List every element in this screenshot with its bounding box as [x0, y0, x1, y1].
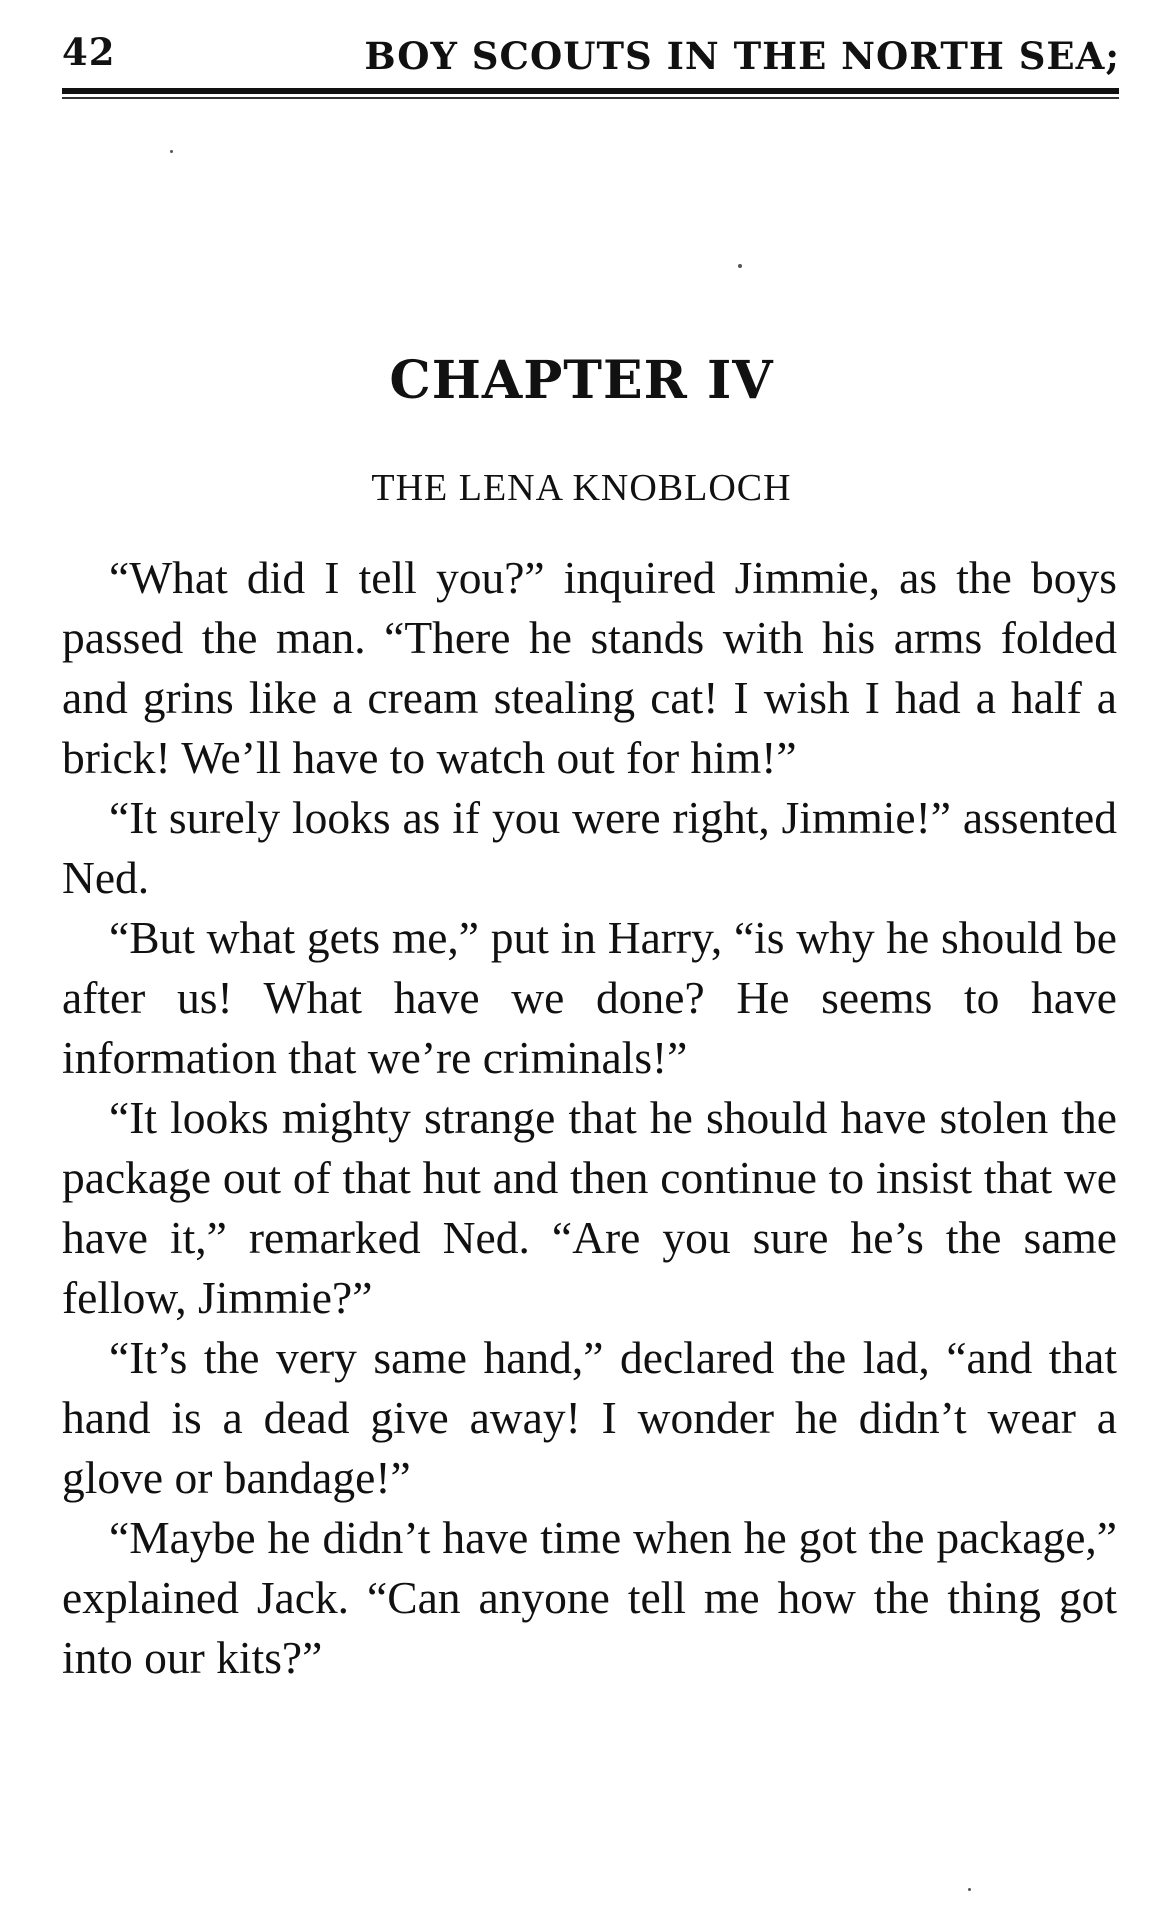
header-rule — [62, 88, 1119, 94]
running-head: BOY SCOUTS IN THE NORTH SEA; — [364, 34, 1120, 78]
paragraph: “It surely looks as if you were right, Jimmie!” assented Ned. — [62, 792, 1117, 903]
chapter-body — [62, 548, 1117, 1688]
paragraph: “Maybe he didn’t have time when he got the package,” explained Jack. “Can anyone tell me how the thing got into our kits?” — [62, 1512, 1117, 1683]
paragraph: “It looks mighty strange that he should have stolen the package out of that hut and then continue to insist that we have it,” remarked Ned. “Are you sure he’s the same fellow, Jimmie?” — [62, 1092, 1117, 1323]
paragraph: “What did I tell you?” inquired Jimmie, as the boys passed the man. “There he stands with his arms folded and grins like a cream stealing cat! I wish I had a half a brick! We’ll have to watch out for him!” — [62, 552, 1117, 783]
header-rule-thin — [62, 97, 1119, 99]
chapter-subtitle: THE LENA KNOBLOCH — [371, 467, 792, 509]
paragraph: “It’s the very same hand,” declared the lad, “and that hand is a dead give away! I wonder he didn’t wear a glove or bandage!” — [62, 1332, 1117, 1503]
print-speck — [738, 264, 742, 268]
print-speck — [968, 1888, 971, 1891]
page-number: 42 — [62, 30, 116, 74]
print-speck — [170, 150, 173, 153]
paragraph: “But what gets me,” put in Harry, “is why he should be after us! What have we done? He seems to have information that we’re criminals!” — [62, 912, 1117, 1083]
chapter-title: CHAPTER IV — [389, 350, 774, 411]
page-header — [62, 26, 1120, 78]
